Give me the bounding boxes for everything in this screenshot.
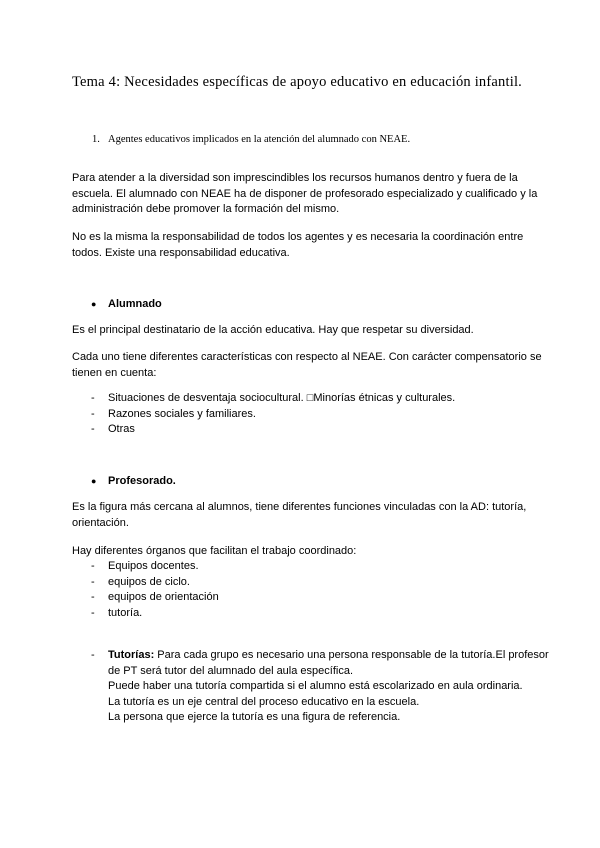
alumnado-list bbox=[91, 391, 455, 438]
list-item-text: Equipos docentes. bbox=[108, 560, 199, 572]
list-item bbox=[91, 590, 219, 606]
list-item-text: equipos de orientación bbox=[108, 591, 219, 603]
dash-icon: - bbox=[91, 606, 95, 619]
tutorias-line-1: Para cada grupo es necesario una persona responsable de la tutoría.El profesor de PT será tutor del alumnado del aula específica. bbox=[108, 649, 549, 677]
bullet-heading-alumnado bbox=[91, 297, 162, 313]
profesorado-paragraph-2: Hay diferentes órganos que facilitan el trabajo coordinado: bbox=[72, 545, 357, 557]
profesorado-list bbox=[91, 559, 219, 621]
dash-icon: - bbox=[91, 407, 95, 420]
list-item bbox=[91, 606, 219, 622]
profesorado-paragraph-1: Es la figura más cercana al alumnos, tiene diferentes funciones vinculadas con la AD: tutoría, orientación. bbox=[72, 501, 527, 529]
alumnado-paragraph-2: Cada uno tiene diferentes características con respecto al NEAE. Con carácter compensatorio se tienen en cuenta: bbox=[72, 351, 542, 379]
dash-icon: - bbox=[91, 575, 95, 588]
section-heading-agentes bbox=[92, 134, 410, 145]
alumnado-paragraph-1: Es el principal destinatario de la acción educativa. Hay que respetar su diversidad. bbox=[72, 324, 474, 336]
bullet-heading-text: Profesorado. bbox=[108, 475, 176, 487]
list-item bbox=[91, 407, 455, 423]
list-item-text: Razones sociales y familiares. bbox=[108, 407, 256, 420]
bullet-heading-text: Alumnado bbox=[108, 298, 162, 310]
dash-icon: - bbox=[91, 591, 95, 603]
list-item-text: Otras bbox=[108, 423, 135, 435]
section-heading-text: Agentes educativos implicados en la atención del alumnado con NEAE. bbox=[108, 134, 411, 145]
list-item bbox=[91, 575, 219, 591]
intro-paragraph-2: No es la misma la responsabilidad de todos los agentes y es necesaria la coordinación entre todos. Existe una responsabilidad educativa. bbox=[72, 231, 524, 259]
tutorias-item bbox=[91, 648, 551, 726]
bullet-dot-icon: ● bbox=[91, 476, 97, 486]
dash-icon: - bbox=[91, 649, 95, 661]
bullet-heading-profesorado bbox=[91, 474, 176, 490]
list-item-text: Situaciones de desventaja sociocultural. □Minorías étnicas y culturales. bbox=[108, 392, 456, 404]
list-item bbox=[91, 391, 455, 407]
tutorias-label: Tutorías: bbox=[108, 649, 155, 661]
dash-icon: - bbox=[91, 392, 95, 404]
tutorias-line-3: La tutoría es un eje central del proceso educativo en la escuela. bbox=[108, 695, 420, 708]
dash-icon: - bbox=[91, 560, 95, 572]
page-title: Tema 4: Necesidades específicas de apoyo educativo en educación infantil. bbox=[72, 74, 523, 90]
bullet-dot-icon: ● bbox=[91, 299, 97, 309]
list-item bbox=[91, 559, 219, 575]
tutorias-body bbox=[108, 648, 551, 726]
list-item bbox=[91, 422, 455, 438]
tutorias-line-4: La persona que ejerce la tutoría es una figura de referencia. bbox=[108, 711, 401, 723]
list-item-text: tutoría. bbox=[108, 606, 143, 619]
tutorias-line-2: Puede haber una tutoría compartida si el alumno está escolarizado en aula ordinaria. bbox=[108, 680, 523, 692]
dash-icon: - bbox=[91, 423, 95, 435]
section-number: 1. bbox=[92, 134, 100, 145]
list-item-text: equipos de ciclo. bbox=[108, 575, 190, 588]
intro-paragraph-1: Para atender a la diversidad son imprescindibles los recursos humanos dentro y fuera de la escuela. El alumnado con NEAE ha de disponer de profesorado especializado y cualificado y la administración debe promover la formación del mismo. bbox=[72, 172, 538, 215]
